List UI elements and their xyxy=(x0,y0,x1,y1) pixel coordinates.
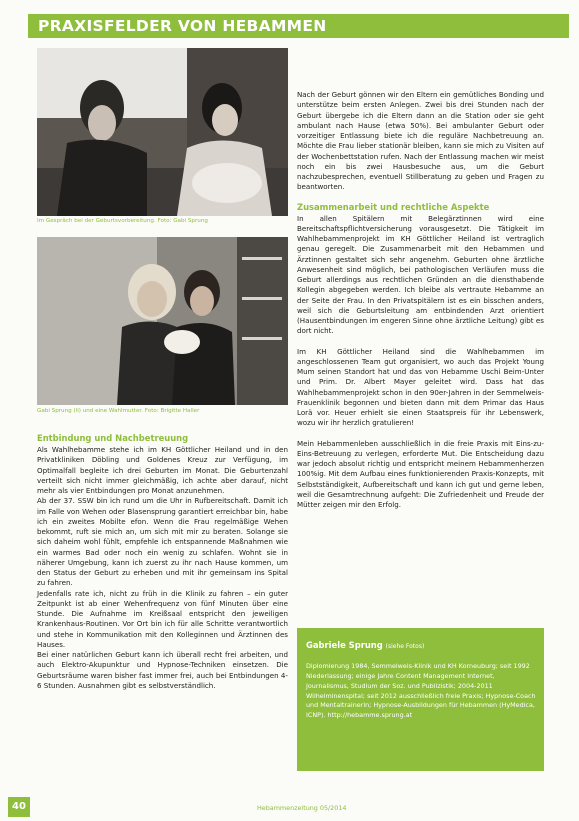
photo-consultation xyxy=(37,48,288,216)
paragraph: Nach der Geburt gönnen wir den Eltern ein gemütliches Bonding und unterstütze beim ersten Anlegen. Zwei bis drei Stunden nach der Geburt übergebe ich die Eltern dann an die Station oder sie geht ambulant nach Hause (etwa 50%). Bei ambulanter Geburt oder vorzeitiger Entlassung biete ich die reguläre Nachbetreuung an. Möchte die Frau lieber stationär bleiben, kann sie mich zu Visiten auf der Wochenbettstation rufen. Nach der Entlassung machen wir meist noch ein bis zwei Hausbesuche aus, um die Geburt nachzubesprechen, eventuell Stillberatung zu geben und Fragen zu beantworten. xyxy=(297,90,544,192)
right-column xyxy=(297,90,544,518)
paragraph: Bei einer natürlichen Geburt kann ich überall recht frei arbeiten, und auch Elektro-Akupunktur und Hypnose-Techniken einsetzen. Die Geburtsräume waren bisher fast immer frei, auch bei Entbindungen 4-6 Stunden. Ausnahmen gibt es selbstverständlich. xyxy=(37,650,288,690)
bio-name-note: (siehe Fotos) xyxy=(385,643,425,650)
bio-box xyxy=(297,628,544,771)
bio-name-text: Gabriele Sprung xyxy=(306,640,383,650)
header-accent-bar xyxy=(22,14,28,38)
photo-midwife-mother xyxy=(37,237,288,405)
paragraph: Mein Hebammenleben ausschließlich in die freie Praxis mit Eins-zu-Eins-Betreuung zu verlegen, erforderte Mut. Die Entscheidung dazu war jedoch absolut richtig und entspricht meinem Hebammenherzen 100%ig. Mit dem Aufbau eines funktionierenden Praxis-Konzepts, mit Selbstständigkeit, Aufbereitschaft und kann ich gut und gerne leben, weil die Gesamtrechnung aufgeht: Die Zufriedenheit und Freude der Mütter zeigen mir den Erfolg. xyxy=(297,438,544,509)
magazine-name: Hebammenzeitung 05/2014 xyxy=(257,804,347,812)
page-number-box xyxy=(8,797,30,817)
paragraph: Jedenfalls rate ich, nicht zu früh in die Klinik zu fahren – ein guter Zeitpunkt ist ab einer Wehenfrequenz von fünf Minuten über eine Stunde. Die Aufnahme im Kreißsaal entspricht den jeweiligen Krankenhaus-Routinen. Vor Ort bin ich für alle Schritte verantwortlich und stehe in Kommunikation mit den Kolleginnen und Ärztinnen des Hauses. xyxy=(37,588,288,649)
paragraph: Als Wahlhebamme stehe ich im KH Göttlicher Heiland und in den Privatkliniken Döbling und Goldenes Kreuz zur Verfügung, im Optimalfall begleite ich drei Geburten im Monat. Die Geburtenzahl verteilt sich nicht immer gleichmäßig, ich achte aber darauf, nicht mehr als vier Entbindungen pro Monat anzunehmen. xyxy=(37,445,288,495)
paragraph: Im KH Göttlicher Heiland sind die Wahlhebammen im angeschlossenen Team gut organisiert, wo auch das Projekt Young Mum seinen Standort hat und das von Hebamme Uschi Beim-Unter und Prim. Dr. Albert Mayer geleitet wird. Dass hat das Wahlhebammenprojekt schon in den 90er-Jahren in der Semmelweis-Frauenklinik begonnen und bieten dann mit dem Primar das Haus Lorä vor. Heuer erhielt sie einen Staatspreis für ihr Lebenswerk, wozu wir ihr herzlich gratulieren! xyxy=(297,346,544,428)
paragraph: Ab der 37. SSW bin ich rund um die Uhr in Rufbereitschaft. Damit ich im Falle von Wehen oder Blasensprung garantiert erreichbar bin, habe ich ein zweites Mobilte efon. Wenn die Frau regelmäßige Wehen bekommt, ruft sie mich an, um sich mit mir zu beraten. Solange sie sich daheim wohl fühlt, empfehle ich entspannende Maßnahmen wie ein warmes Bad oder noch ein wenig zu schlafen. Wohnt sie in näherer Umgebung, kann ich zuerst zu ihr nach Hause kommen, um den Status der Geburt zu erheben und mit ihr gemeinsam ins Spital zu fahren. xyxy=(37,496,288,588)
paragraph: In allen Spitälern mit Belegärztinnen wird eine Bereitschaftspflichtversicherung vorausgesetzt. Die Tätigkeit im Wahlhebammenprojekt im KH Göttlicher Heiland ist vertraglich genau geregelt. Die Zusammenarbeit mit den Hebammen und Ärztinnen gestaltet sich sehr angenehm. Geburten ohne ärztliche Anwesenheit sind möglich, bei pathologischen Verläufen muss die Geburt allerdings aus rechtlichen Gründen an die diensthabende Kollegin abgegeben werden. Ich bleibe als vertraute Hebamme an der Seite der Frau. In den Privatspitälern ist es ein bisschen anders, weil sich die Geburtsleitung am entbindenden Arzt orientiert (Hausentbindungen im engeren Sinne ohne ärztliche Leitung) gibt es dort nicht. xyxy=(297,213,544,336)
bio-name xyxy=(306,640,424,650)
heading-cooperation: Zusammenarbeit und rechtliche Aspekte xyxy=(297,201,490,212)
bio-text: Diplomierung 1984, Semmelweis-Klinik und KH Korneuburg; seit 1992 Niederlassung; einige Jahre Content Management Internet, Journalismus, Studium der Soz. und Publizistik; 2004-2011 Wilhelminenspital; seit 2012 ausschließlich freie Praxis; Hypnose-Coach und Mentaltrainerin; Hypnose-Ausbildungen für Hebammen (HyMedica, ICNP). http://hebamme.sprung.at xyxy=(306,662,536,720)
left-column xyxy=(37,433,288,691)
photo-caption-bottom: Gabi Sprung (li) und eine Wahlmutter. Foto: Brigitte Haller xyxy=(37,408,200,414)
photo-caption-top: Im Gespräch bei der Geburtsvorbereitung. Foto: Gabi Sprung xyxy=(37,218,208,224)
section-header xyxy=(22,14,569,38)
page-number: 40 xyxy=(12,801,26,812)
heading-delivery: Entbindung und Nachbetreuung xyxy=(37,433,189,443)
section-title: PRAXISFELDER VON HEBAMMEN xyxy=(38,17,327,35)
